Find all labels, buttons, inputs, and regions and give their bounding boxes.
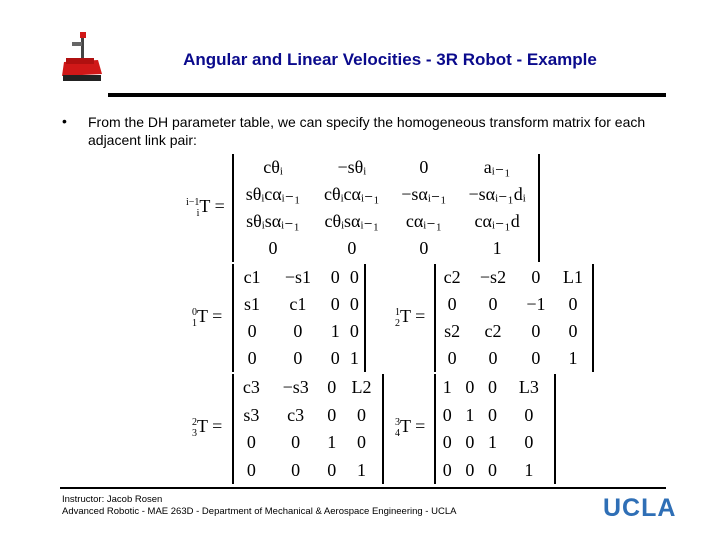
t12-cell: 0 <box>531 267 541 287</box>
bullet-text: From the DH parameter table, we can specify the homogeneous transform matrix for each adjacent link pair: <box>88 114 646 148</box>
t12-row <box>436 264 592 291</box>
t23-cell: 0 <box>291 432 301 453</box>
general-cell: cθᵢ <box>263 157 283 177</box>
t23-cell: c3 <box>287 404 305 425</box>
t01-cell: s1 <box>244 294 261 314</box>
t01-lhs: T = <box>197 306 223 326</box>
t23-cell: 0 <box>246 459 256 480</box>
t23-cell: s3 <box>243 404 260 425</box>
t12-pre-top: 1 <box>395 306 400 318</box>
robot-logo-icon <box>60 28 104 88</box>
t23-cell: 0 <box>327 377 337 398</box>
general-cell: cαᵢ₋₁d <box>474 211 520 231</box>
t12-row <box>436 345 592 372</box>
t12-cell: 0 <box>531 348 541 368</box>
t23-cell: −s3 <box>282 377 309 398</box>
general-cell: 0 <box>419 238 429 258</box>
t01-cell: 0 <box>247 348 257 368</box>
t34-row <box>436 402 554 430</box>
t34-cell: 0 <box>487 404 497 425</box>
t23-cell: 0 <box>327 404 337 425</box>
t34-lhs: T = <box>400 416 426 436</box>
t23-lhs: T = <box>197 416 223 436</box>
t01-cell: −s1 <box>284 267 311 287</box>
general-transform-pre-top: i−1 <box>186 196 200 208</box>
t01-cell: 0 <box>330 348 340 368</box>
t34-cell: 0 <box>442 459 452 480</box>
general-cell: −sθᵢ <box>337 157 367 177</box>
t12-cell: −1 <box>526 294 546 314</box>
t12-row <box>436 318 592 345</box>
t23-pre-top: 2 <box>192 416 197 428</box>
t12-cell: 0 <box>447 348 457 368</box>
t12-cell: 1 <box>568 348 578 368</box>
general-transform-lhs: T = <box>199 196 225 216</box>
t23-cell: 0 <box>356 404 366 425</box>
slide-title: Angular and Linear Velocities - 3R Robot - Example <box>183 50 597 69</box>
t01-cell: 0 <box>293 321 303 341</box>
t23-cell: L2 <box>351 377 372 398</box>
t01-cell: 0 <box>349 267 359 287</box>
t01-cell: 1 <box>330 321 340 341</box>
t12-cell: 0 <box>531 321 541 341</box>
t01-row <box>234 318 364 345</box>
footer-line-1: Instructor: Jacob Rosen <box>62 494 163 505</box>
t34-pre-bottom: 4 <box>395 427 400 439</box>
t23-row <box>234 374 382 402</box>
footer-line-2: Advanced Robotic - MAE 263D - Department of Mechanical & Aerospace Engineering - UCLA <box>62 506 457 517</box>
t12-cell: 0 <box>488 294 498 314</box>
t01-pre-top: 0 <box>192 306 197 318</box>
t34-row <box>436 374 554 402</box>
t34-cell: 0 <box>487 377 497 398</box>
t12-cell: 0 <box>568 294 578 314</box>
t12-label <box>395 306 425 329</box>
t23-row <box>234 429 382 457</box>
t12-pre-bottom: 2 <box>395 317 400 329</box>
t34-pre-top: 3 <box>395 416 400 428</box>
t12-cell: 0 <box>568 321 578 341</box>
t23-cell: 0 <box>246 432 256 453</box>
t34-row <box>436 429 554 457</box>
t34-cell: 0 <box>465 459 475 480</box>
t23-cell: 1 <box>327 432 337 453</box>
t01-cell: c1 <box>243 267 261 287</box>
t34-cell: 0 <box>524 404 534 425</box>
t23-cell: 0 <box>327 459 337 480</box>
t12-cell: s2 <box>444 321 461 341</box>
t34-label <box>395 416 425 439</box>
t23-pre-bottom: 3 <box>192 427 197 439</box>
general-row <box>234 208 538 235</box>
ucla-logo: UCLA <box>603 494 677 522</box>
t23-cell: 1 <box>356 459 366 480</box>
t01-matrix <box>232 264 366 372</box>
bullet-symbol: • <box>62 113 67 129</box>
general-cell: cθᵢcαᵢ₋₁ <box>323 184 380 204</box>
general-row <box>234 154 538 181</box>
t34-row <box>436 457 554 485</box>
t23-cell: 0 <box>356 432 366 453</box>
t23-matrix <box>232 374 384 484</box>
general-cell: cθᵢsαᵢ₋₁ <box>324 211 380 231</box>
t34-cell: 1 <box>465 404 475 425</box>
t34-cell: 1 <box>524 459 534 480</box>
t34-cell: 0 <box>465 432 475 453</box>
general-cell: aᵢ₋₁ <box>483 157 511 177</box>
t12-cell: −s2 <box>479 267 507 287</box>
t34-cell: 1 <box>487 432 497 453</box>
t12-cell: c2 <box>484 321 502 341</box>
t34-cell: L3 <box>518 377 539 398</box>
t01-cell: 0 <box>247 321 257 341</box>
general-transform-label <box>186 196 225 219</box>
t01-row <box>234 264 364 291</box>
t34-cell: 1 <box>442 377 452 398</box>
title-divider <box>108 93 666 97</box>
t34-matrix <box>434 374 556 484</box>
t01-cell: 0 <box>330 294 340 314</box>
general-transform-pre-bottom: i <box>196 207 200 219</box>
general-cell: 0 <box>268 238 278 258</box>
t12-cell: c2 <box>443 267 461 287</box>
t34-cell: 0 <box>442 432 452 453</box>
t12-matrix <box>434 264 594 372</box>
t34-cell: 0 <box>465 377 475 398</box>
t12-lhs: T = <box>400 306 426 326</box>
general-cell: 1 <box>492 238 502 258</box>
t01-cell: c1 <box>289 294 307 314</box>
general-cell: 0 <box>347 238 357 258</box>
t23-cell: c3 <box>242 377 260 398</box>
t01-row <box>234 345 364 372</box>
general-cell: cαᵢ₋₁ <box>405 211 442 231</box>
general-cell: −sαᵢ₋₁ <box>401 184 447 204</box>
t12-row <box>436 291 592 318</box>
general-transform-matrix <box>232 154 540 262</box>
general-cell: 0 <box>419 157 429 177</box>
t01-pre-bottom: 1 <box>192 317 197 329</box>
t01-cell: 0 <box>293 348 303 368</box>
t12-cell: 0 <box>447 294 457 314</box>
t23-row <box>234 402 382 430</box>
t12-cell: L1 <box>563 267 584 287</box>
t34-cell: 0 <box>524 432 534 453</box>
general-cell: sθᵢsαᵢ₋₁ <box>246 211 300 231</box>
t34-cell: 0 <box>487 459 497 480</box>
general-cell: sθᵢcαᵢ₋₁ <box>245 184 301 204</box>
t01-cell: 1 <box>349 348 359 368</box>
t23-row <box>234 457 382 485</box>
footer-text <box>62 494 456 518</box>
t12-cell: 0 <box>488 348 498 368</box>
t01-cell: 0 <box>349 321 359 341</box>
t01-cell: 0 <box>330 267 340 287</box>
t34-cell: 0 <box>442 404 452 425</box>
t01-label <box>192 306 222 329</box>
general-row <box>234 181 538 208</box>
general-cell: −sαᵢ₋₁dᵢ <box>468 184 526 204</box>
t23-cell: 0 <box>291 459 301 480</box>
t01-row <box>234 291 364 318</box>
t23-label <box>192 416 222 439</box>
footer-divider <box>60 487 666 489</box>
t01-cell: 0 <box>349 294 359 314</box>
general-row <box>234 235 538 262</box>
